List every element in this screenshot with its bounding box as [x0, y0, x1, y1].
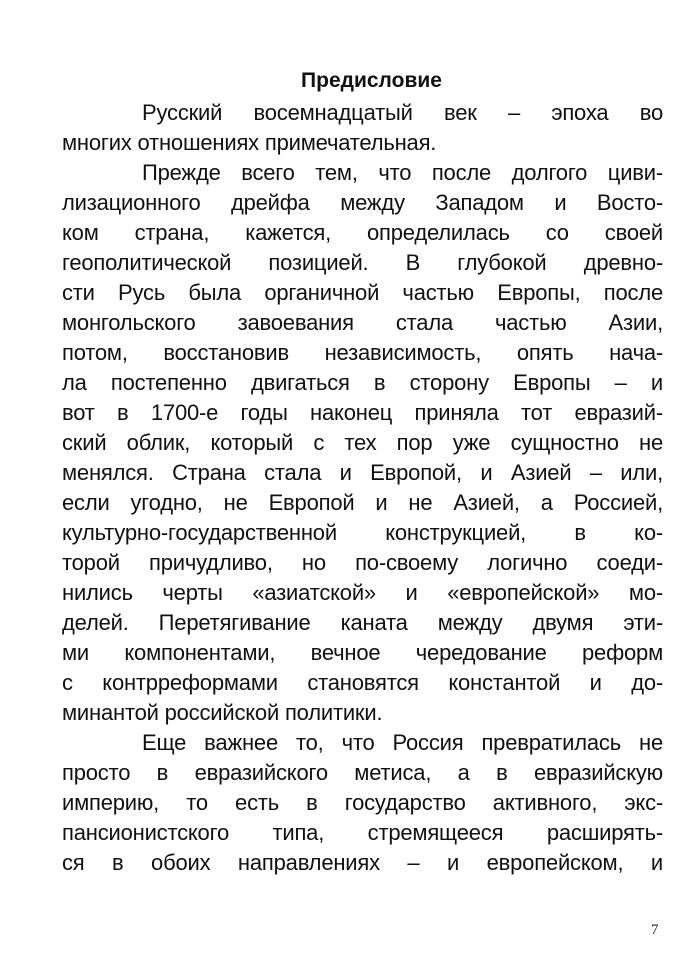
text-line: ся в обоих направлениях – и европейском, и: [62, 850, 663, 875]
body-text: [62, 98, 663, 878]
text-line: Еще важнее то, что Россия превратилась не: [142, 730, 663, 755]
text-line: Прежде всего тем, что после долгого циви-: [142, 160, 663, 185]
text-line: Русский восемнадцатый век – эпоха во: [142, 100, 663, 125]
text-line: ла постепенно двигаться в сторону Европы – и: [62, 370, 663, 395]
text-line: менялся. Страна стала и Европой, и Азией – или,: [62, 460, 663, 485]
text-line: культурно-государственной конструкцией, в ко-: [62, 520, 663, 545]
document-page: [62, 64, 663, 878]
text-line: вот в 1700-е годы наконец приняла тот евразий-: [62, 400, 663, 425]
text-line: пансионистского типа, стремящееся расширять-: [62, 820, 663, 845]
text-line: геополитической позицией. В глубокой древно-: [62, 250, 663, 275]
text-line: нились черты «азиатской» и «европейской» мо-: [62, 580, 663, 605]
text-line: сти Русь была органичной частью Европы, после: [62, 280, 663, 305]
text-line: монгольского завоевания стала частью Азии,: [62, 310, 663, 335]
text-line: империю, то есть в государство активного, экс-: [62, 790, 663, 815]
page-number: 7: [651, 922, 659, 938]
text-line: многих отношениях примечательная.: [62, 130, 437, 155]
text-line: если угодно, не Европой и не Азией, а Россией,: [62, 490, 663, 515]
text-line: потом, восстановив независимость, опять нача-: [62, 340, 663, 365]
text-line: ми компонентами, вечное чередование реформ: [62, 640, 663, 665]
text-line: делей. Перетягивание каната между двумя эти-: [62, 610, 663, 635]
text-line: лизационного дрейфа между Западом и Восто-: [62, 190, 663, 215]
text-line: просто в евразийского метиса, а в евразийскую: [62, 760, 663, 785]
text-line: ком страна, кажется, определилась со своей: [62, 220, 663, 245]
text-line: с контрреформами становятся константой и до-: [62, 670, 663, 695]
text-line: минантой российской политики.: [62, 700, 383, 725]
text-line: ский облик, который с тех пор уже сущностно не: [62, 430, 663, 455]
page-title: Предисловие: [301, 69, 442, 92]
text-line: торой причудливо, но по-своему логично соеди-: [62, 550, 663, 575]
